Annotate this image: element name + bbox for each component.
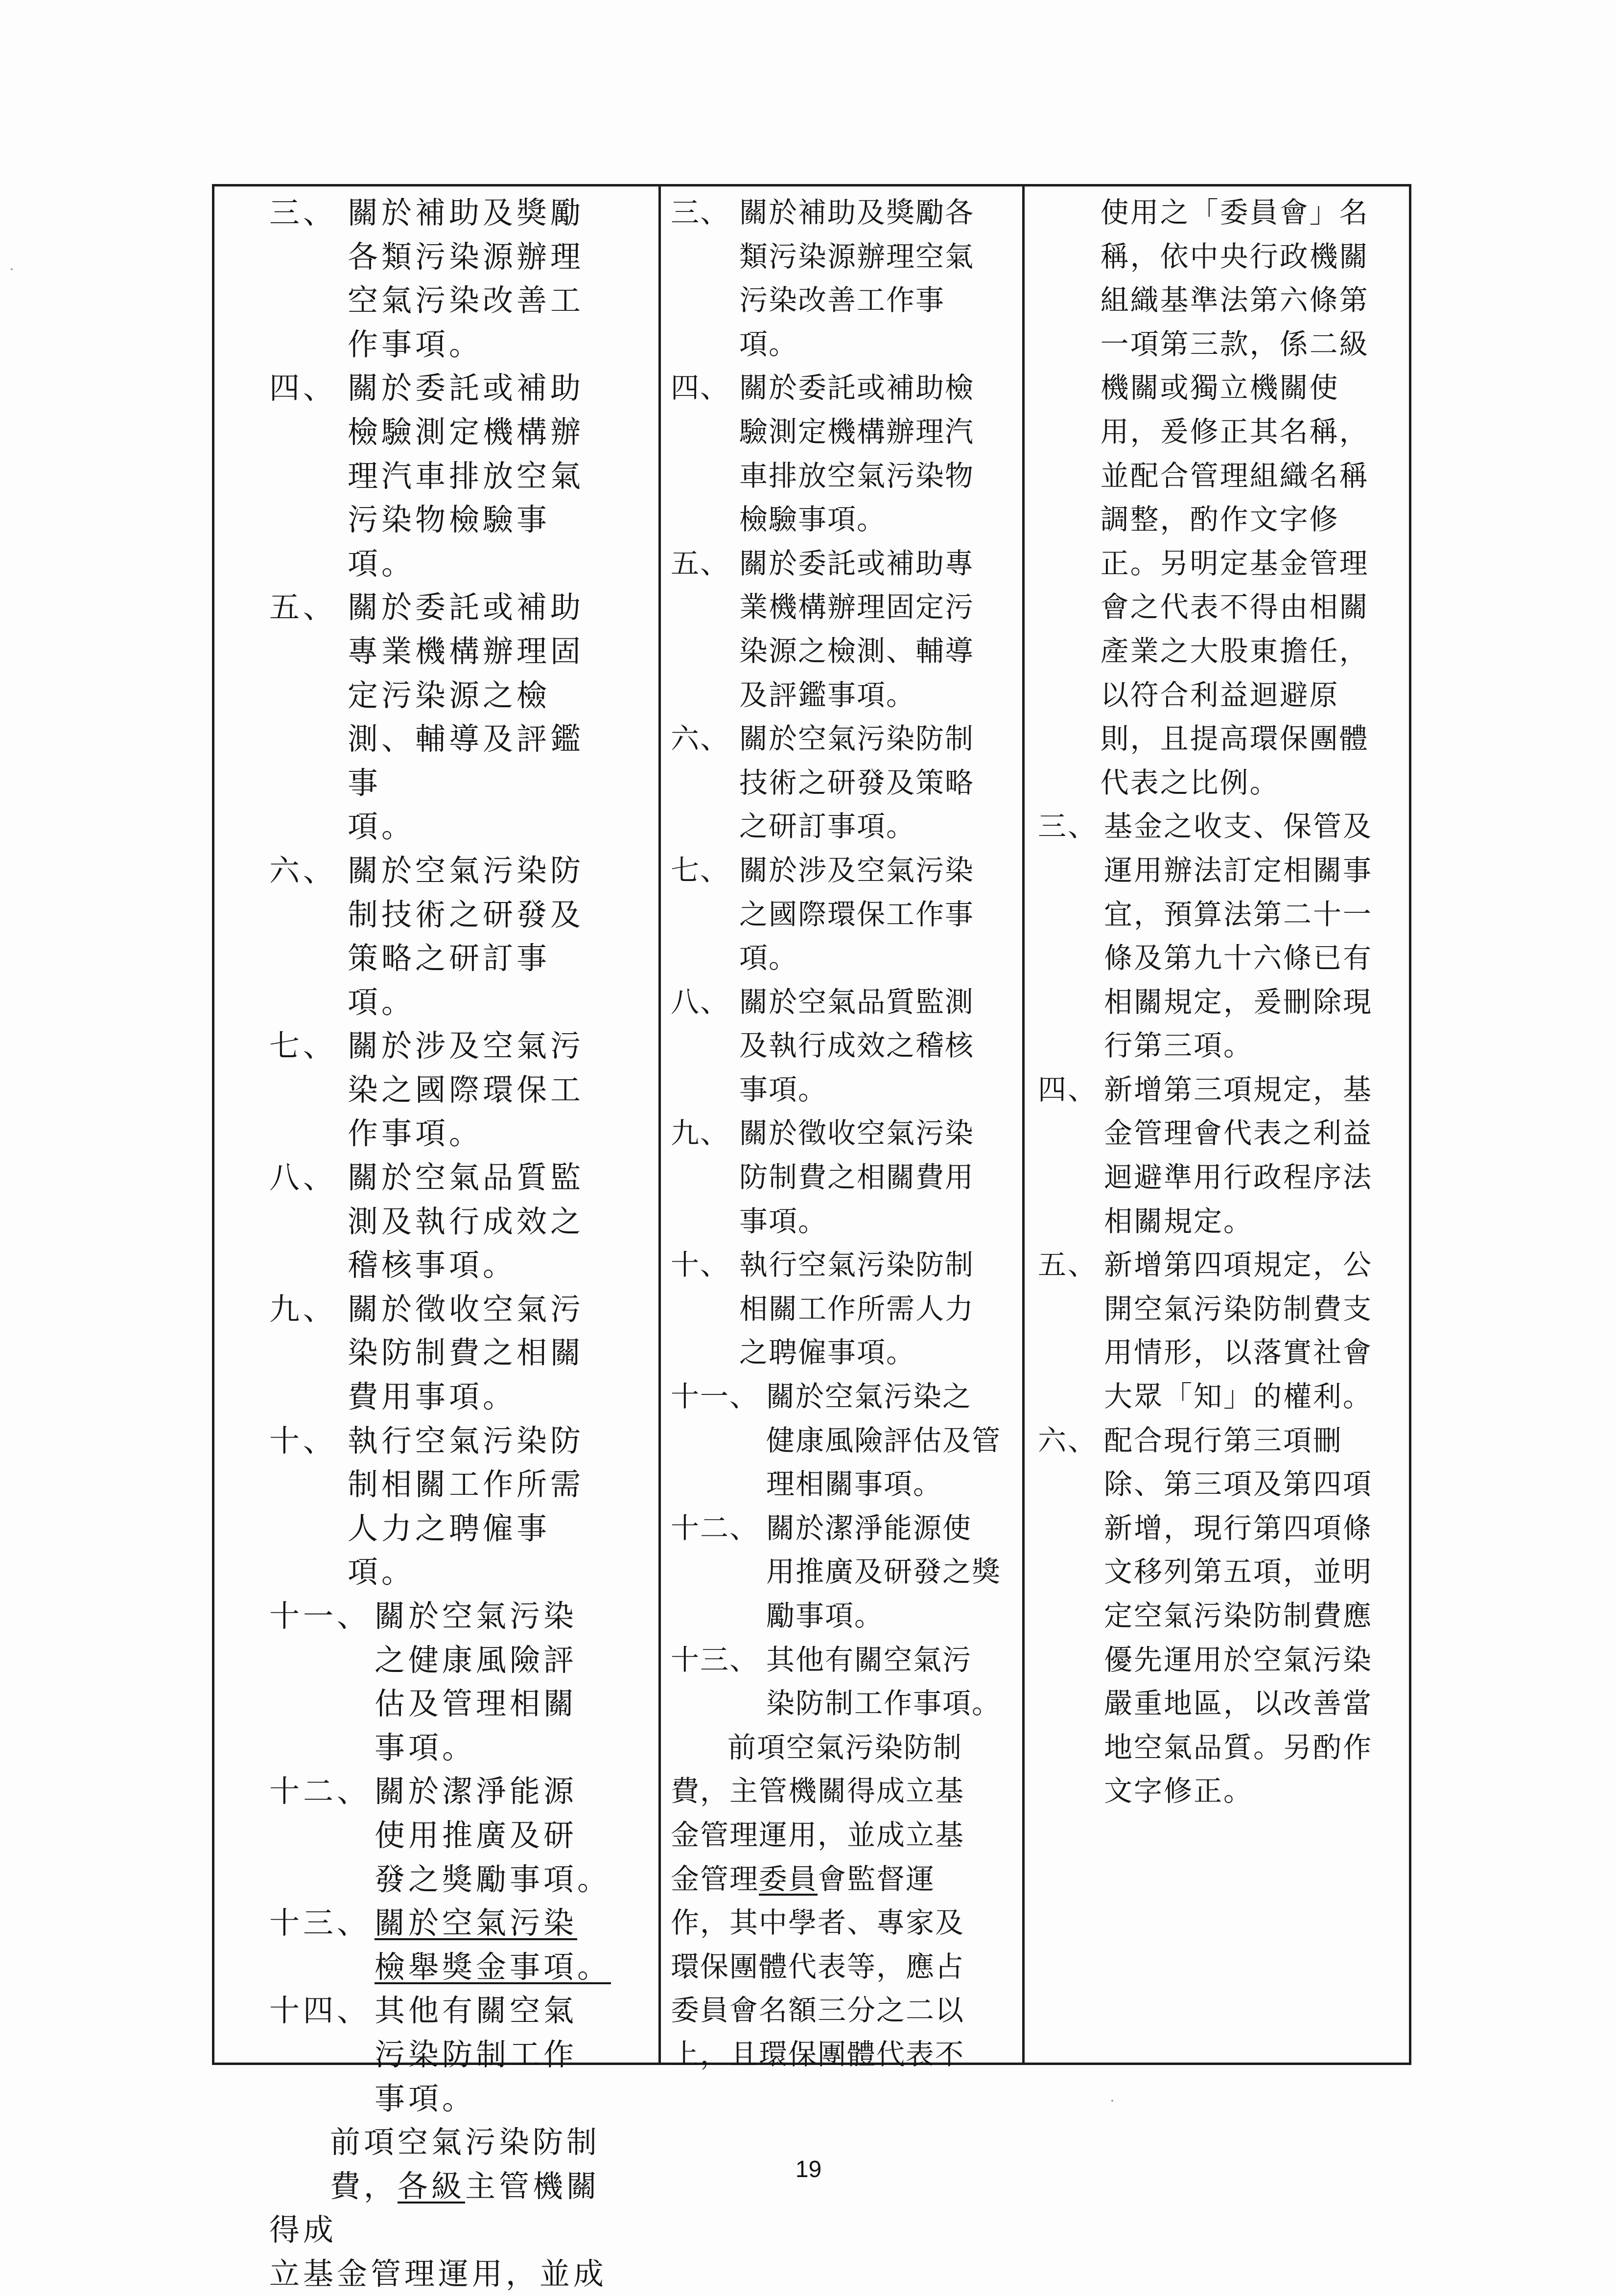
text-line: 新增第三項規定，基: [1104, 1072, 1373, 1106]
text-line: 以符合利益迴避原: [1100, 678, 1339, 712]
list-item: [269, 1901, 612, 1989]
text-line: 除、第三項及第四項: [1104, 1467, 1373, 1501]
item-text: [1104, 1243, 1410, 1418]
item-number: 四、: [671, 371, 730, 405]
item-number: 四、: [1038, 1072, 1098, 1106]
text-line: 行第三項。: [1104, 1029, 1254, 1063]
text-line: 關於委託或補助專: [739, 546, 975, 580]
text-line: 則，且提高環保團體: [1100, 722, 1369, 756]
list-item: [671, 1112, 1013, 1243]
text-line: 會之代表不得由相關: [1100, 590, 1369, 624]
text-line: 染防制工作事項。: [766, 1687, 1002, 1720]
text-line: 項。: [739, 941, 798, 975]
list-item: [671, 1375, 1013, 1507]
list-item: [269, 366, 612, 585]
text-line: 專業機構辦理固: [348, 633, 585, 669]
item-number: 十一、: [671, 1380, 759, 1414]
page-number: 19: [795, 2157, 822, 2182]
text-line: 新增，現行第四項條: [1104, 1511, 1373, 1545]
text-line: 配合現行第三項刪: [1104, 1423, 1343, 1457]
text-line: 關於空氣污染防制: [739, 722, 975, 756]
text-line: 作事項。: [348, 1115, 483, 1152]
item-number: 十一、: [269, 1598, 371, 1634]
text-line: 事項。: [375, 2080, 476, 2116]
list-item: [269, 1769, 612, 1901]
list-item: [671, 1243, 1013, 1375]
item-text: [739, 980, 1013, 1112]
text-line: 定空氣污染防制費應: [1104, 1599, 1373, 1632]
text-line: 其他有關空氣: [375, 1993, 578, 2029]
text-line: 防制費之相關費用: [739, 1160, 975, 1194]
text-line: 相關規定，爰刪除現: [1104, 985, 1373, 1019]
text-line: 一項第三款，係二級: [1100, 327, 1369, 361]
text-line: 正。另明定基金管理: [1100, 546, 1369, 580]
text-line: 污染物檢驗事項。: [348, 502, 551, 581]
text-line: 關於涉及空氣污: [348, 1028, 585, 1064]
text-line: 制技術之研發及: [348, 896, 585, 932]
text-line: 新增第四項規定，公: [1104, 1248, 1373, 1282]
list-item: [269, 1419, 612, 1594]
list-item: [269, 585, 612, 849]
item-number: 五、: [671, 546, 730, 580]
text-line: 關於委託或補助: [348, 370, 585, 406]
text-line: 檢驗測定機構辦: [348, 414, 585, 450]
text-line: 關於徵收空氣污: [348, 1291, 585, 1327]
item-number: 十二、: [671, 1511, 759, 1545]
text-line: 驗測定機構辦理汽: [739, 415, 975, 448]
text-line: 宜，預算法第二十一: [1104, 897, 1373, 931]
item-number: 五、: [1038, 1248, 1098, 1282]
text-line: 制相關工作所需: [348, 1466, 585, 1503]
item-number: 三、: [269, 195, 337, 231]
list-item: [269, 1989, 612, 2120]
text-line: 關於潔淨能源使: [766, 1511, 972, 1545]
list-item: [1038, 805, 1410, 1068]
text-line: 關於補助及獎勵: [348, 195, 585, 231]
list-item: [671, 849, 1013, 980]
amended-text-column: [269, 191, 612, 2296]
text-line: 其他有關空氣污: [766, 1643, 972, 1676]
text-line: 用推廣及研發之獎: [766, 1555, 1002, 1589]
item-text: [348, 191, 612, 366]
item-number: 十、: [671, 1248, 730, 1282]
text-line: 相關工作所需人力: [739, 1292, 975, 1325]
item-text: [766, 1638, 1013, 1726]
text-line: 之國際環保工作事: [739, 897, 975, 931]
text-line: 金管理會代表之利益: [1104, 1116, 1373, 1150]
text-line: 染之國際環保工: [348, 1071, 585, 1108]
list-item: [671, 366, 1013, 541]
text-line: 調整，酌作文字修: [1100, 503, 1339, 536]
text-line: 測及執行成效之: [348, 1203, 585, 1239]
text-line: 事項。: [375, 1729, 476, 1765]
text-line: 代表之比例。: [1100, 765, 1280, 799]
text-line: 車排放空氣污染物: [739, 459, 975, 492]
text-line: 大眾「知」的權利。: [1104, 1380, 1373, 1414]
scan-speck: [1111, 2100, 1113, 2102]
text-line: 用情形，以落實社會: [1104, 1336, 1373, 1369]
item-number: 九、: [671, 1116, 730, 1150]
text-line: 優先運用於空氣污染: [1104, 1643, 1373, 1676]
underlined-amendment: 檢舉獎金事項。: [375, 1948, 611, 1985]
text-line: 嚴重地區，以改善當: [1104, 1687, 1373, 1720]
text-line: 健康風險評估及管: [766, 1423, 1002, 1457]
text-line: 運用辦法訂定相關事: [1104, 853, 1373, 887]
list-item: [269, 191, 612, 366]
text-line: 污染防制工作: [375, 2036, 578, 2072]
item-text: [739, 717, 1013, 849]
text-line: 關於涉及空氣污染: [739, 853, 975, 887]
text-line: 及執行成效之稽核: [739, 1029, 975, 1063]
text-line: 之健康風險評: [375, 1642, 578, 1678]
text-line: 事項。: [739, 1072, 828, 1106]
text-line: 人力之聘僱事項。: [348, 1510, 551, 1590]
item-number: 六、: [1038, 1423, 1098, 1457]
item-text: [348, 585, 612, 849]
item-text: [1104, 805, 1410, 1068]
text-line: 業機構辦理固定污: [739, 590, 975, 624]
text-line: 理相關事項。: [766, 1467, 943, 1501]
text-line: 策略之研訂事項。: [348, 940, 551, 1020]
text-line: 染防制費之相關: [348, 1335, 585, 1371]
list-item: [671, 191, 1013, 366]
item-text: [348, 366, 612, 585]
text-line: 機關或獨立機關使: [1100, 371, 1339, 405]
list-item: [1038, 1419, 1410, 1813]
item-text: [375, 1901, 612, 1989]
list-item: [269, 1024, 612, 1156]
column-divider: [1022, 184, 1025, 2065]
column-divider: [658, 184, 661, 2065]
item-number: 六、: [671, 722, 730, 756]
text-line: 開空氣污染防制費支: [1104, 1292, 1373, 1325]
text-line: 之研訂事項。: [739, 810, 916, 843]
text-line: 及評鑑事項。: [739, 678, 916, 712]
text-line: 使用之「委員會」名: [1100, 196, 1369, 229]
item-number: 十三、: [671, 1643, 759, 1676]
item-number: 三、: [671, 196, 730, 229]
text-line: 稱，依中央行政機關: [1100, 239, 1369, 273]
text-line: 執行空氣污染防: [348, 1422, 585, 1459]
item-number: 七、: [671, 853, 730, 887]
text-line: 產業之大股東擔任，: [1100, 634, 1369, 668]
item-text: [766, 1507, 1013, 1638]
explanation-column: [1038, 191, 1410, 1813]
text-line: 關於委託或補助: [348, 589, 585, 626]
scan-speck: [11, 268, 13, 270]
item-text: [348, 1024, 612, 1156]
text-line: 基金之收支、保管及: [1104, 810, 1373, 843]
list-item: [269, 1287, 612, 1419]
text-line: 項。: [739, 327, 798, 361]
text-line: 地空氣品質。另酌作: [1104, 1730, 1373, 1764]
text-line: 關於空氣品質監測: [739, 985, 975, 1019]
current-text-column: [671, 191, 1013, 2077]
item-text: [375, 1769, 612, 1901]
text-line: 各類污染源辦理: [348, 238, 585, 275]
list-item: [1038, 1068, 1410, 1243]
text-line: 定污染源之檢: [348, 677, 551, 713]
item-text: [375, 1594, 612, 1769]
text-line: 估及管理相關: [375, 1686, 578, 1722]
item-text: [348, 1419, 612, 1594]
list-item: [671, 717, 1013, 849]
item-text: [739, 1112, 1013, 1243]
text-line: 事項。: [739, 1204, 828, 1238]
item-number: 五、: [269, 589, 337, 626]
list-item: [671, 1507, 1013, 1638]
text-line: 作事項。: [348, 326, 483, 362]
underlined-current: 委員: [759, 1862, 818, 1896]
text-line: 勵事項。: [766, 1599, 884, 1632]
list-item: [671, 1638, 1013, 1726]
item-number: 三、: [1038, 810, 1098, 843]
current-paragraph-body: 費，主管機關得成立基 金管理運用，並成立基 金管理委員會監督運 作，其中學者、專家及 環保團體代表等，應占 委員會名額三分之二以 上，且環保團體代表不: [671, 1774, 965, 2071]
item-text: [375, 1989, 612, 2120]
list-item: [671, 980, 1013, 1112]
item-number: 八、: [671, 985, 730, 1019]
text-line: 污染改善工作事: [739, 283, 945, 317]
text-line: 關於徵收空氣污染: [739, 1116, 975, 1150]
item-number: 四、: [269, 370, 337, 406]
text-line: 用，爰修正其名稱，: [1100, 415, 1369, 448]
text-line: 組織基準法第六條第: [1100, 283, 1369, 317]
text-line: 並配合管理組織名稱: [1100, 459, 1369, 492]
text-line: 之聘僱事項。: [739, 1336, 916, 1369]
text-line: 檢驗事項。: [739, 503, 887, 536]
item-text: [766, 1375, 1013, 1507]
text-line: 條及第九十六條已有: [1104, 941, 1373, 975]
text-line: 發之獎勵事項。: [375, 1861, 611, 1897]
text-line: 文移列第五項，並明: [1104, 1555, 1373, 1589]
text-line: 關於空氣污染: [375, 1598, 578, 1634]
text-line: 關於潔淨能源: [375, 1773, 578, 1809]
text-line: 相關規定。: [1104, 1204, 1254, 1238]
text-line: 項。: [348, 809, 416, 845]
underlined-amendment: 各級: [398, 2168, 466, 2204]
text-line: 類污染源辦理空氣: [739, 239, 975, 273]
amended-paragraph-last-line: 立基金管理運用，並成: [269, 2255, 608, 2292]
text-line: 迴避準用行政程序法: [1104, 1160, 1373, 1194]
current-paragraph: 前項空氣污染防制: [727, 1730, 963, 1764]
item-text: [348, 849, 612, 1024]
item-number: 七、: [269, 1028, 337, 1064]
item-number: 十四、: [269, 1993, 371, 2029]
text-line: 染源之檢測、輔導: [739, 634, 975, 668]
text-line: 使用推廣及研: [375, 1817, 578, 1853]
item-text: [739, 542, 1013, 717]
text-line: 執行空氣污染防制: [739, 1248, 975, 1282]
text-line: 理汽車排放空氣: [348, 458, 585, 494]
text-line: 文字修正。: [1104, 1774, 1254, 1808]
text-line: 稽核事項。: [348, 1247, 517, 1283]
item-number: 十二、: [269, 1773, 371, 1809]
item-number: 十、: [269, 1422, 337, 1459]
list-item: [671, 542, 1013, 717]
item-text: [1104, 1419, 1410, 1813]
text-line: 費用事項。: [348, 1379, 517, 1415]
list-item: [269, 849, 612, 1024]
list-item: [269, 1156, 612, 1287]
item-text: [739, 191, 1013, 366]
text-line: 關於空氣污染之: [766, 1380, 972, 1414]
text-line: 關於補助及獎勵各: [739, 196, 975, 229]
text-line: 測、輔導及評鑑事: [348, 721, 585, 801]
list-item: [269, 1594, 612, 1769]
item-number: 九、: [269, 1291, 337, 1327]
item-number: 六、: [269, 852, 337, 888]
item-number: 十三、: [269, 1905, 371, 1941]
item-text: [739, 849, 1013, 980]
text-line: 技術之研發及策略: [739, 765, 975, 799]
item-text: [348, 1287, 612, 1419]
text-line: 關於空氣品質監: [348, 1160, 585, 1196]
text-line: 空氣污染改善工: [348, 282, 585, 319]
item-text: [739, 366, 1013, 541]
amended-paragraph: 前項空氣污染防制 費，各級主管機關得成: [269, 2124, 601, 2248]
list-item: [1038, 1243, 1410, 1418]
explanation-continuation: [1038, 191, 1410, 805]
text-line: 關於委託或補助檢: [739, 371, 975, 405]
item-text: [348, 1156, 612, 1287]
item-text: [739, 1243, 1013, 1375]
item-number: 八、: [269, 1160, 337, 1196]
item-text: [1104, 1068, 1410, 1243]
text-line: 關於空氣污染防: [348, 852, 585, 888]
underlined-amendment: 關於空氣污染: [375, 1905, 578, 1941]
